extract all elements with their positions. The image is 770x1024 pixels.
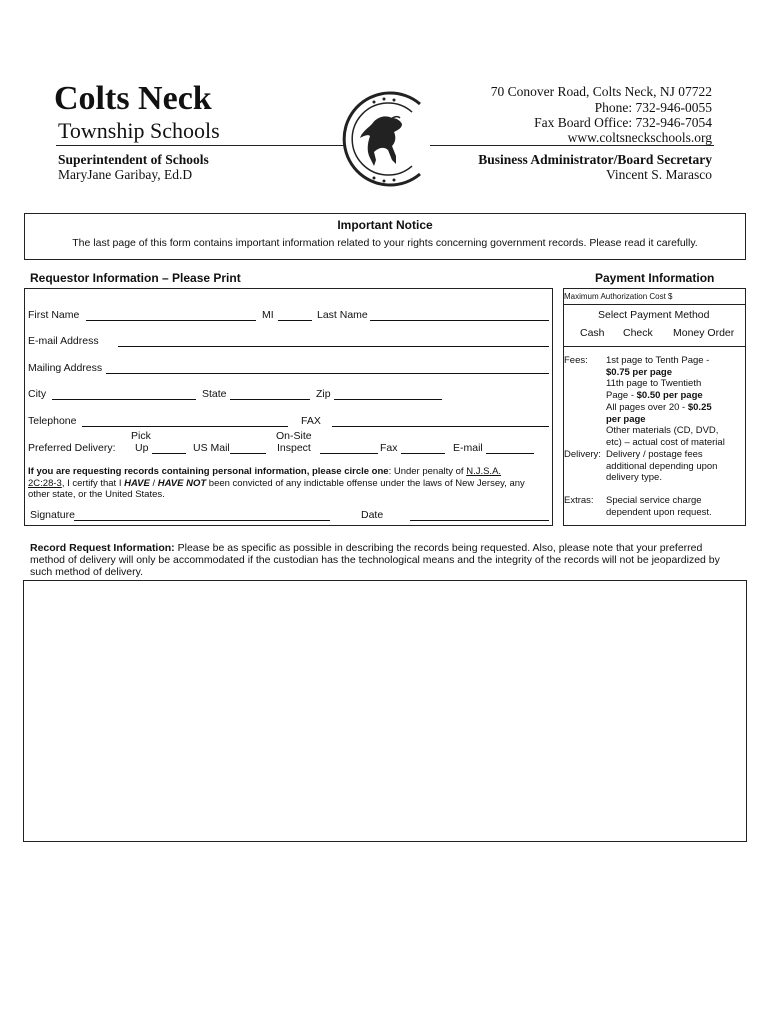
record-request-text: Please be as specific as possible in describing the records being requested. Also, please note that your preferred method of delivery will only be accommodated if the custodian has the technological means and the integrity of the records will not be jeopardized by such method of delivery. (30, 542, 720, 578)
delivery-line3: delivery type. (606, 472, 662, 484)
fee3-line2: per page (606, 413, 646, 425)
horse-horseshoe-logo (332, 88, 440, 192)
mi-field[interactable] (278, 320, 312, 321)
header-rule-left (56, 145, 346, 146)
notice-box (24, 213, 746, 260)
certification-code: 2C:28-3 (28, 477, 62, 489)
extras-line1: Special service charge (606, 495, 702, 506)
state-label: State (202, 388, 227, 400)
date-label: Date (361, 509, 384, 521)
payment-divider-2 (563, 346, 746, 347)
mi-label: MI (262, 309, 274, 321)
date-field[interactable] (410, 520, 549, 521)
certification-rest: been convicted of any indictable offense under the laws of New Jersey, any other state, or the United States. (28, 477, 525, 500)
payment-heading: Payment Information (595, 271, 715, 285)
last-name-field[interactable] (370, 320, 549, 321)
notice-title: Important Notice (337, 218, 433, 232)
first-name-label: First Name (28, 309, 80, 321)
superintendent-name: MaryJane Garibay, Ed.D (58, 167, 193, 182)
delivery-label: Delivery: (564, 449, 601, 460)
pickup-label-line2: Up (135, 442, 149, 454)
email-label: E-mail Address (28, 335, 99, 347)
fee1-line2: $0.75 per page (606, 366, 673, 378)
zip-label: Zip (316, 388, 331, 400)
us-mail-field[interactable] (230, 453, 266, 454)
superintendent-title: Superintendent of Schools (58, 152, 209, 167)
telephone-label: Telephone (28, 415, 77, 427)
last-name-label: Last Name (317, 309, 368, 321)
signature-field[interactable] (74, 520, 330, 521)
onsite-label-line2: Inspect (277, 442, 311, 454)
fee3-line1a: All pages over 20 - (606, 401, 688, 413)
city-label: City (28, 388, 47, 400)
fees-list (606, 355, 746, 449)
header-fax: Fax Board Office: 732-946-7054 (534, 115, 712, 130)
requestor-heading: Requestor Information – Please Print (30, 271, 241, 285)
header-address: 70 Conover Road, Colts Neck, NJ 07722 (490, 84, 712, 99)
certification-have-not[interactable]: HAVE NOT (157, 477, 207, 489)
telephone-field[interactable] (82, 426, 288, 427)
fax-label: FAX (301, 415, 321, 427)
fee4-line1: Other materials (CD, DVD, (606, 425, 719, 437)
zip-field[interactable] (334, 399, 442, 400)
us-mail-label: US Mail (193, 442, 230, 454)
extras-line2: dependent upon request. (606, 506, 712, 518)
pickup-label-line1: Pick (131, 430, 151, 442)
mailing-field[interactable] (106, 373, 549, 374)
certification-njsa: N.J.S.A. (466, 466, 502, 477)
max-cost-label: Maximum Authorization Cost $ (564, 292, 673, 301)
extras-text (606, 495, 746, 518)
email-option-label: E-mail (453, 442, 483, 454)
cash-option[interactable]: Cash (580, 327, 605, 339)
payment-divider-1 (563, 304, 746, 305)
onsite-field[interactable] (320, 453, 378, 454)
certification-bold: If you are requesting records containing personal information, please circle one (28, 466, 389, 477)
state-field[interactable] (230, 399, 310, 400)
fee3-line1b: $0.25 (687, 401, 712, 413)
check-option[interactable]: Check (623, 327, 653, 339)
fee2-line2b: $0.50 per page (636, 390, 703, 402)
delivery-line2: additional depending upon (606, 460, 718, 472)
fee2-line2a: Page - (606, 390, 637, 402)
org-name-line1: Colts Neck (54, 80, 212, 117)
fee2-line1: 11th page to Twentieth (606, 378, 702, 390)
delivery-line1: Delivery / postage fees (606, 449, 703, 460)
onsite-label-line1: On-Site (276, 430, 312, 442)
header-rule-right (430, 145, 714, 146)
delivery-text (606, 449, 746, 484)
fee4-line2: etc) – actual cost of material (606, 436, 725, 448)
certification-penalty: : Under penalty of (388, 466, 467, 477)
certification-certify: , I certify that I (61, 477, 125, 489)
pickup-field[interactable] (152, 453, 186, 454)
org-name-line2: Township Schools (58, 118, 220, 143)
admin-name: Vincent S. Marasco (605, 167, 712, 182)
extras-label: Extras: (564, 495, 594, 506)
city-field[interactable] (52, 399, 196, 400)
money-order-option[interactable]: Money Order (673, 327, 735, 339)
fax-option-field[interactable] (401, 453, 445, 454)
header-website: www.coltsneckschools.org (567, 130, 712, 145)
certification-have[interactable]: HAVE (124, 477, 150, 489)
email-option-field[interactable] (486, 453, 534, 454)
record-request-textarea[interactable] (23, 580, 747, 842)
admin-title: Business Administrator/Board Secretary (478, 152, 712, 167)
preferred-delivery-label: Preferred Delivery: (28, 442, 116, 454)
mailing-label: Mailing Address (28, 362, 103, 374)
school-logo (332, 88, 440, 192)
email-field[interactable] (118, 346, 549, 347)
signature-label: Signature (30, 509, 75, 521)
fax-option-label: Fax (380, 442, 398, 454)
first-name-field[interactable] (86, 320, 256, 321)
record-request-label: Record Request Information: (30, 542, 175, 554)
select-method-label: Select Payment Method (598, 309, 710, 321)
fee1-line1: 1st page to Tenth Page - (606, 355, 710, 366)
certification-slash: / (149, 477, 158, 489)
certification-text (28, 466, 543, 501)
fees-label: Fees: (564, 355, 588, 366)
notice-text: The last page of this form contains important information related to your rights concerning government records. Please read it carefully. (72, 237, 698, 249)
record-request-instructions (30, 542, 740, 578)
fax-field[interactable] (332, 426, 549, 427)
header-phone: Phone: 732-946-0055 (594, 100, 712, 115)
